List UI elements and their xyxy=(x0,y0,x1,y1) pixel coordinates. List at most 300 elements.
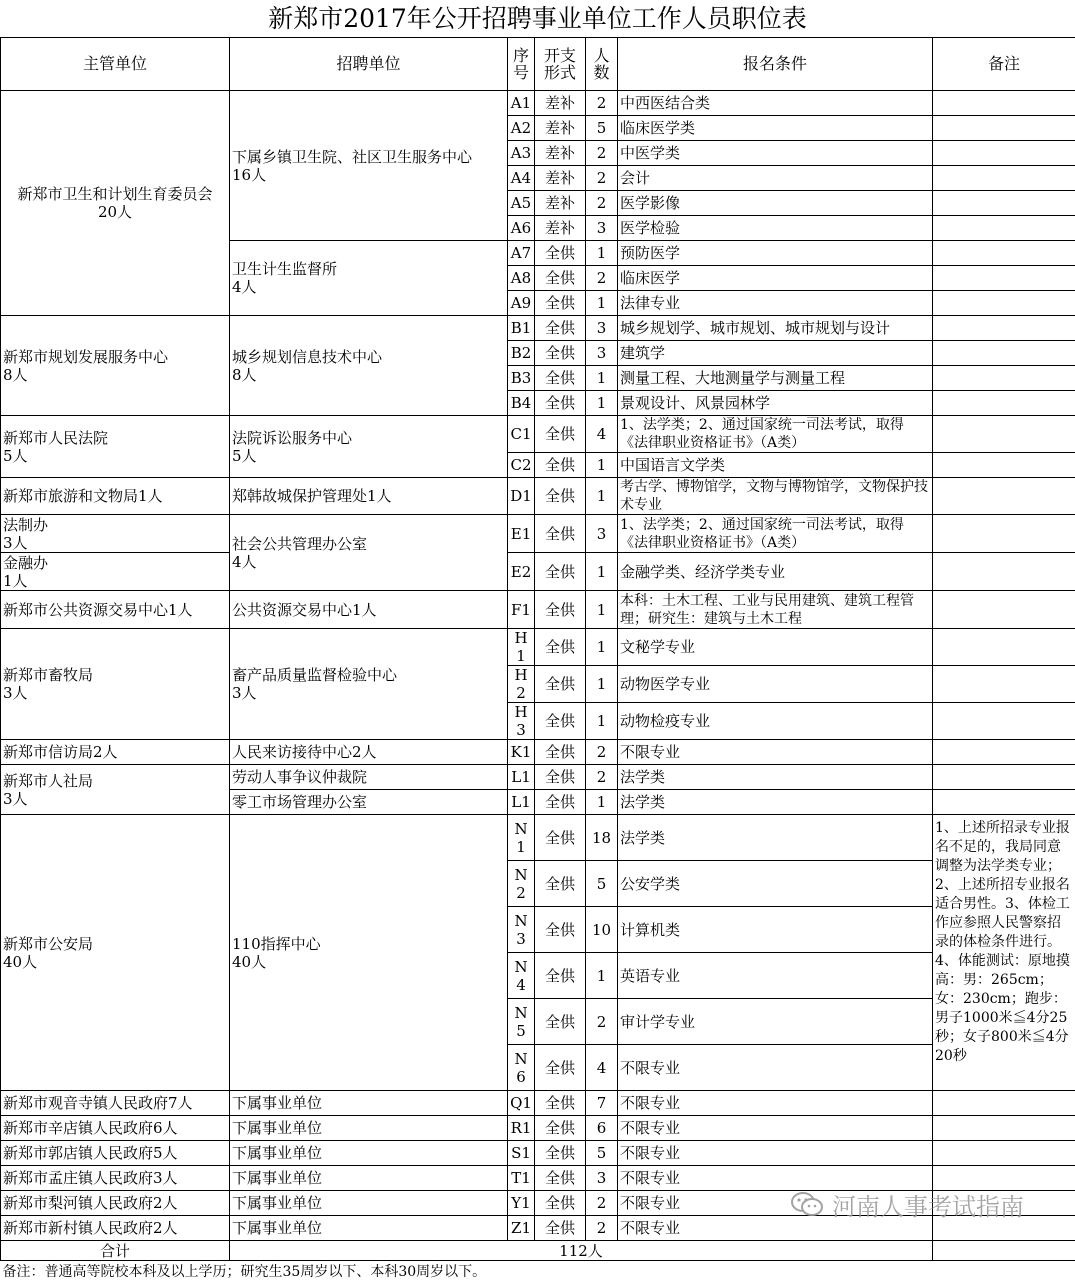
cond-value: 动物医学专业 xyxy=(620,675,930,693)
header-remark: 备注 xyxy=(933,38,1075,91)
code-cell xyxy=(508,241,535,266)
fund-value: 全供 xyxy=(537,1194,583,1212)
cond-cell xyxy=(618,703,933,740)
cond-value: 法学类 xyxy=(620,768,930,786)
num-value: 3 xyxy=(588,344,615,362)
num-cell xyxy=(586,166,618,191)
remark-cell xyxy=(933,1116,1075,1141)
fund-cell xyxy=(535,953,586,999)
total-label: 合计 xyxy=(3,1242,227,1260)
num-cell xyxy=(586,515,618,553)
code-value: N4 xyxy=(510,958,532,994)
code-cell xyxy=(508,999,535,1045)
fund-cell xyxy=(535,999,586,1045)
fund-value: 全供 xyxy=(537,456,583,474)
fund-value: 差补 xyxy=(537,219,583,237)
unit-count: 40人 xyxy=(232,953,505,971)
fund-cell xyxy=(535,765,586,790)
dept-name: 新郑市人社局 xyxy=(3,772,227,790)
remark-cell xyxy=(933,241,1075,266)
unit-cell xyxy=(230,1166,508,1191)
dept-cell xyxy=(1,591,230,629)
num-value: 2 xyxy=(588,169,615,187)
num-value: 2 xyxy=(588,1219,615,1237)
fund-cell xyxy=(535,191,586,216)
num-value: 2 xyxy=(588,1013,615,1031)
dept-cell xyxy=(1,91,230,316)
num-value: 1 xyxy=(588,967,615,985)
cond-value: 法学类 xyxy=(620,829,930,847)
unit-cell xyxy=(230,91,508,241)
cond-value: 预防医学 xyxy=(620,244,930,262)
code-cell xyxy=(508,141,535,166)
fund-value: 全供 xyxy=(537,921,583,939)
cond-cell xyxy=(618,478,933,515)
fund-cell xyxy=(535,1166,586,1191)
header-fund: 开支 形式 xyxy=(535,38,586,91)
fund-cell xyxy=(535,1141,586,1166)
code-cell xyxy=(508,116,535,141)
fund-cell xyxy=(535,216,586,241)
remark-cell xyxy=(933,291,1075,316)
code-value: A9 xyxy=(510,294,532,312)
dept-count: 3人 xyxy=(3,684,227,702)
cond-cell xyxy=(618,316,933,341)
cond-cell xyxy=(618,815,933,861)
remark-cell xyxy=(933,316,1075,341)
cond-value: 不限专业 xyxy=(620,1094,930,1112)
fund-value: 差补 xyxy=(537,144,583,162)
cond-cell xyxy=(618,629,933,666)
watermark-text: 河南人事考试指南 xyxy=(832,1187,1024,1222)
table-row xyxy=(1,815,1075,861)
unit-name: 劳动人事争议仲裁院 xyxy=(232,768,505,786)
fund-value: 全供 xyxy=(537,638,583,656)
cond-cell xyxy=(618,553,933,591)
code-value: L1 xyxy=(510,768,532,786)
num-cell xyxy=(586,341,618,366)
code-cell xyxy=(508,478,535,515)
cond-cell xyxy=(618,1141,933,1166)
code-cell xyxy=(508,391,535,416)
unit-cell xyxy=(230,515,508,591)
code-cell xyxy=(508,790,535,815)
unit-cell xyxy=(230,765,508,790)
code-cell xyxy=(508,1116,535,1141)
table-row xyxy=(1,591,1075,629)
cond-cell xyxy=(618,216,933,241)
dept-cell xyxy=(1,1091,230,1116)
num-cell xyxy=(586,765,618,790)
dept-count: 8人 xyxy=(3,366,227,384)
unit-name: 社会公共管理办公室 xyxy=(232,535,505,553)
num-cell xyxy=(586,553,618,591)
num-cell xyxy=(586,815,618,861)
page-title: 新郑市2017年公开招聘事业单位工作人员职位表 xyxy=(0,0,1075,38)
fund-cell xyxy=(535,341,586,366)
code-value: H3 xyxy=(510,703,532,739)
table-row xyxy=(1,515,1075,553)
dept-cell xyxy=(1,1216,230,1241)
code-cell xyxy=(508,703,535,740)
unit-cell xyxy=(230,591,508,629)
num-cell xyxy=(586,1045,618,1091)
remark-cell xyxy=(933,266,1075,291)
code-value: A8 xyxy=(510,269,532,287)
remark-cell xyxy=(933,366,1075,391)
table-row xyxy=(1,629,1075,666)
table-row xyxy=(1,553,1075,591)
cond-value: 公安学类 xyxy=(620,875,930,893)
fund-cell xyxy=(535,1091,586,1116)
code-cell xyxy=(508,191,535,216)
cond-value: 城乡规划学、城市规划、城市规划与设计 xyxy=(620,319,930,337)
code-value: R1 xyxy=(510,1119,532,1137)
code-value: A3 xyxy=(510,144,532,162)
num-value: 2 xyxy=(588,768,615,786)
fund-value: 全供 xyxy=(537,1169,583,1187)
dept-count: 1人 xyxy=(3,572,227,590)
footnote: 备注：普通高等院校本科及以上学历；研究生35周岁以下、本科30周岁以下。 xyxy=(3,1263,1074,1281)
dept-name: 新郑市观音寺镇人民政府7人 xyxy=(3,1094,227,1112)
dept-name: 新郑市梨河镇人民政府2人 xyxy=(3,1194,227,1212)
fund-cell xyxy=(535,91,586,116)
fund-cell xyxy=(535,815,586,861)
num-cell xyxy=(586,241,618,266)
num-value: 1 xyxy=(588,456,615,474)
num-value: 1 xyxy=(588,563,615,581)
code-value: H2 xyxy=(510,666,532,702)
num-cell xyxy=(586,116,618,141)
code-value: A6 xyxy=(510,219,532,237)
num-value: 1 xyxy=(588,294,615,312)
code-value: T1 xyxy=(510,1169,532,1187)
code-value: N6 xyxy=(510,1050,532,1086)
code-value: K1 xyxy=(510,743,532,761)
fund-value: 差补 xyxy=(537,169,583,187)
num-value: 1 xyxy=(588,793,615,811)
cond-value: 不限专业 xyxy=(620,1119,930,1137)
total-value: 112人 xyxy=(232,1242,930,1260)
unit-name: 下属事业单位 xyxy=(232,1119,505,1137)
num-cell xyxy=(586,91,618,116)
num-cell xyxy=(586,591,618,629)
cond-cell xyxy=(618,790,933,815)
code-value: C2 xyxy=(510,456,532,474)
code-value: Y1 xyxy=(510,1194,532,1212)
num-value: 1 xyxy=(588,638,615,656)
num-value: 1 xyxy=(588,369,615,387)
dept-cell xyxy=(1,1141,230,1166)
num-value: 1 xyxy=(588,244,615,262)
dept-name: 新郑市人民法院 xyxy=(3,429,227,447)
fund-value: 全供 xyxy=(537,269,583,287)
fund-value: 差补 xyxy=(537,119,583,137)
num-cell xyxy=(586,216,618,241)
num-value: 7 xyxy=(588,1094,615,1112)
code-cell xyxy=(508,341,535,366)
unit-cell xyxy=(230,1191,508,1216)
unit-name: 下属事业单位 xyxy=(232,1144,505,1162)
police-remark-cell xyxy=(933,815,1075,1091)
fund-value: 全供 xyxy=(537,829,583,847)
code-cell xyxy=(508,740,535,765)
remark-cell xyxy=(933,1141,1075,1166)
num-cell xyxy=(586,1141,618,1166)
code-cell xyxy=(508,1091,535,1116)
cond-cell xyxy=(618,91,933,116)
cond-cell xyxy=(618,1116,933,1141)
num-value: 1 xyxy=(588,394,615,412)
unit-count: 5人 xyxy=(232,447,505,465)
total-label-cell xyxy=(1,1241,230,1261)
fund-cell xyxy=(535,591,586,629)
num-cell xyxy=(586,1116,618,1141)
code-cell xyxy=(508,1191,535,1216)
dept-cell xyxy=(1,629,230,740)
code-cell xyxy=(508,861,535,907)
total-row xyxy=(1,1241,1075,1261)
header-cond: 报名条件 xyxy=(618,38,933,91)
cond-value: 临床医学 xyxy=(620,269,930,287)
fund-value: 全供 xyxy=(537,244,583,262)
dept-cell xyxy=(1,1191,230,1216)
num-cell xyxy=(586,999,618,1045)
job-table xyxy=(0,37,1075,1283)
fund-value: 全供 xyxy=(537,712,583,730)
unit-name: 下属事业单位 xyxy=(232,1219,505,1237)
table-row xyxy=(1,1091,1075,1116)
num-value: 2 xyxy=(588,94,615,112)
code-value: E2 xyxy=(510,563,532,581)
remark-cell xyxy=(933,591,1075,629)
fund-cell xyxy=(535,291,586,316)
unit-name: 公共资源交易中心1人 xyxy=(232,601,505,619)
fund-value: 全供 xyxy=(537,675,583,693)
dept-name: 新郑市辛店镇人民政府6人 xyxy=(3,1119,227,1137)
unit-name: 零工市场管理办公室 xyxy=(232,793,505,811)
num-value: 2 xyxy=(588,194,615,212)
fund-value: 全供 xyxy=(537,525,583,543)
unit-name: 下属乡镇卫生院、社区卫生服务中心 xyxy=(232,148,505,166)
dept-cell xyxy=(1,1166,230,1191)
unit-cell xyxy=(230,241,508,316)
num-value: 5 xyxy=(588,1144,615,1162)
cond-value: 不限专业 xyxy=(620,1059,930,1077)
num-cell xyxy=(586,453,618,478)
unit-cell xyxy=(230,316,508,416)
fund-value: 差补 xyxy=(537,194,583,212)
cond-value: 中医学类 xyxy=(620,144,930,162)
dept-name: 新郑市孟庄镇人民政府3人 xyxy=(3,1169,227,1187)
cond-cell xyxy=(618,740,933,765)
num-cell xyxy=(586,366,618,391)
total-value-cell xyxy=(230,1241,933,1261)
dept-cell xyxy=(1,815,230,1091)
code-cell xyxy=(508,291,535,316)
dept-name: 新郑市公安局 xyxy=(3,935,227,953)
dept-name: 新郑市郭店镇人民政府5人 xyxy=(3,1144,227,1162)
num-value: 2 xyxy=(588,743,615,761)
remark-cell xyxy=(933,416,1075,453)
unit-count: 4人 xyxy=(232,278,505,296)
num-value: 18 xyxy=(588,829,615,847)
unit-name: 下属事业单位 xyxy=(232,1169,505,1187)
dept-name: 新郑市卫生和计划生育委员会 xyxy=(3,185,227,203)
num-cell xyxy=(586,861,618,907)
cond-cell xyxy=(618,453,933,478)
unit-cell xyxy=(230,478,508,515)
dept-cell xyxy=(1,553,230,591)
fund-cell xyxy=(535,141,586,166)
fund-cell xyxy=(535,861,586,907)
unit-name: 110指挥中心 xyxy=(232,935,505,953)
cond-value: 1、法学类；2、通过国家统一司法考试，取得《法律职业资格证书》（A类） xyxy=(620,416,930,452)
cond-cell xyxy=(618,416,933,453)
fund-value: 全供 xyxy=(537,601,583,619)
num-cell xyxy=(586,1216,618,1241)
fund-cell xyxy=(535,740,586,765)
unit-count: 16人 xyxy=(232,166,505,184)
cond-value: 会计 xyxy=(620,169,930,187)
remark-cell xyxy=(933,553,1075,591)
unit-count: 3人 xyxy=(232,684,505,702)
fund-cell xyxy=(535,907,586,953)
dept-cell xyxy=(1,478,230,515)
fund-cell xyxy=(535,1191,586,1216)
fund-value: 全供 xyxy=(537,1119,583,1137)
num-cell xyxy=(586,629,618,666)
cond-value: 中国语言文学类 xyxy=(620,456,930,474)
num-value: 5 xyxy=(588,875,615,893)
code-value: C1 xyxy=(510,425,532,443)
remark-cell xyxy=(933,166,1075,191)
code-value: B3 xyxy=(510,369,532,387)
dept-name: 新郑市信访局2人 xyxy=(3,743,227,761)
num-cell xyxy=(586,1091,618,1116)
code-cell xyxy=(508,765,535,790)
cond-value: 测量工程、大地测量学与测量工程 xyxy=(620,369,930,387)
num-cell xyxy=(586,740,618,765)
fund-cell xyxy=(535,266,586,291)
fund-cell xyxy=(535,416,586,453)
remark-cell xyxy=(933,478,1075,515)
fund-value: 全供 xyxy=(537,1013,583,1031)
cond-cell xyxy=(618,515,933,553)
fund-value: 全供 xyxy=(537,563,583,581)
fund-value: 全供 xyxy=(537,294,583,312)
num-value: 1 xyxy=(588,675,615,693)
unit-name: 郑韩故城保护管理处1人 xyxy=(232,487,505,505)
table-row xyxy=(1,316,1075,341)
num-cell xyxy=(586,953,618,999)
unit-cell xyxy=(230,1216,508,1241)
remark-cell xyxy=(933,216,1075,241)
fund-cell xyxy=(535,391,586,416)
fund-cell xyxy=(535,790,586,815)
dept-name: 金融办 xyxy=(3,554,227,572)
code-value: A5 xyxy=(510,194,532,212)
cond-cell xyxy=(618,141,933,166)
unit-cell xyxy=(230,1091,508,1116)
cond-value: 考古学、博物馆学，文物与博物馆学，文物保护技术专业 xyxy=(620,478,930,514)
cond-cell xyxy=(618,666,933,703)
remark-cell xyxy=(933,391,1075,416)
dept-cell xyxy=(1,515,230,553)
num-value: 2 xyxy=(588,1194,615,1212)
fund-cell xyxy=(535,116,586,141)
num-value: 3 xyxy=(588,1169,615,1187)
fund-cell xyxy=(535,703,586,740)
num-cell xyxy=(586,907,618,953)
code-value: A4 xyxy=(510,169,532,187)
wechat-icon xyxy=(790,1191,824,1217)
code-cell xyxy=(508,316,535,341)
remark-cell xyxy=(933,453,1075,478)
remark-cell xyxy=(933,740,1075,765)
watermark xyxy=(790,1188,1024,1220)
num-value: 5 xyxy=(588,119,615,137)
fund-value: 全供 xyxy=(537,1059,583,1077)
unit-name: 人民来访接待中心2人 xyxy=(232,743,505,761)
code-cell xyxy=(508,166,535,191)
num-value: 1 xyxy=(588,712,615,730)
unit-cell xyxy=(230,1116,508,1141)
fund-cell xyxy=(535,553,586,591)
code-value: H1 xyxy=(510,629,532,665)
cond-value: 本科：土木工程、工业与民用建筑、建筑工程管理；研究生：建筑与土木工程 xyxy=(620,592,930,628)
num-cell xyxy=(586,316,618,341)
dept-name: 法制办 xyxy=(3,516,227,534)
table-row xyxy=(1,91,1075,116)
fund-value: 全供 xyxy=(537,875,583,893)
code-cell xyxy=(508,416,535,453)
cond-cell xyxy=(618,341,933,366)
code-cell xyxy=(508,453,535,478)
header-num: 人 数 xyxy=(586,38,618,91)
cond-cell xyxy=(618,907,933,953)
fund-value: 全供 xyxy=(537,425,583,443)
dept-count: 40人 xyxy=(3,953,227,971)
code-cell xyxy=(508,91,535,116)
fund-cell xyxy=(535,1045,586,1091)
num-cell xyxy=(586,141,618,166)
code-value: B1 xyxy=(510,319,532,337)
fund-cell xyxy=(535,241,586,266)
fund-value: 全供 xyxy=(537,369,583,387)
cond-cell xyxy=(618,116,933,141)
code-cell xyxy=(508,1141,535,1166)
cond-value: 金融学类、经济学类专业 xyxy=(620,563,930,581)
remark-cell xyxy=(933,1091,1075,1116)
dept-count: 3人 xyxy=(3,534,227,552)
fund-cell xyxy=(535,1216,586,1241)
remark-cell xyxy=(933,1241,1075,1261)
unit-cell xyxy=(230,629,508,740)
num-value: 4 xyxy=(588,425,615,443)
code-value: N5 xyxy=(510,1004,532,1040)
unit-name: 下属事业单位 xyxy=(232,1094,505,1112)
unit-cell xyxy=(230,416,508,478)
footnote-cell xyxy=(1,1261,1075,1283)
code-value: E1 xyxy=(510,525,532,543)
cond-value: 计算机类 xyxy=(620,921,930,939)
unit-count: 8人 xyxy=(232,366,505,384)
num-value: 3 xyxy=(588,319,615,337)
num-cell xyxy=(586,416,618,453)
table-row xyxy=(1,416,1075,453)
code-value: A7 xyxy=(510,244,532,262)
